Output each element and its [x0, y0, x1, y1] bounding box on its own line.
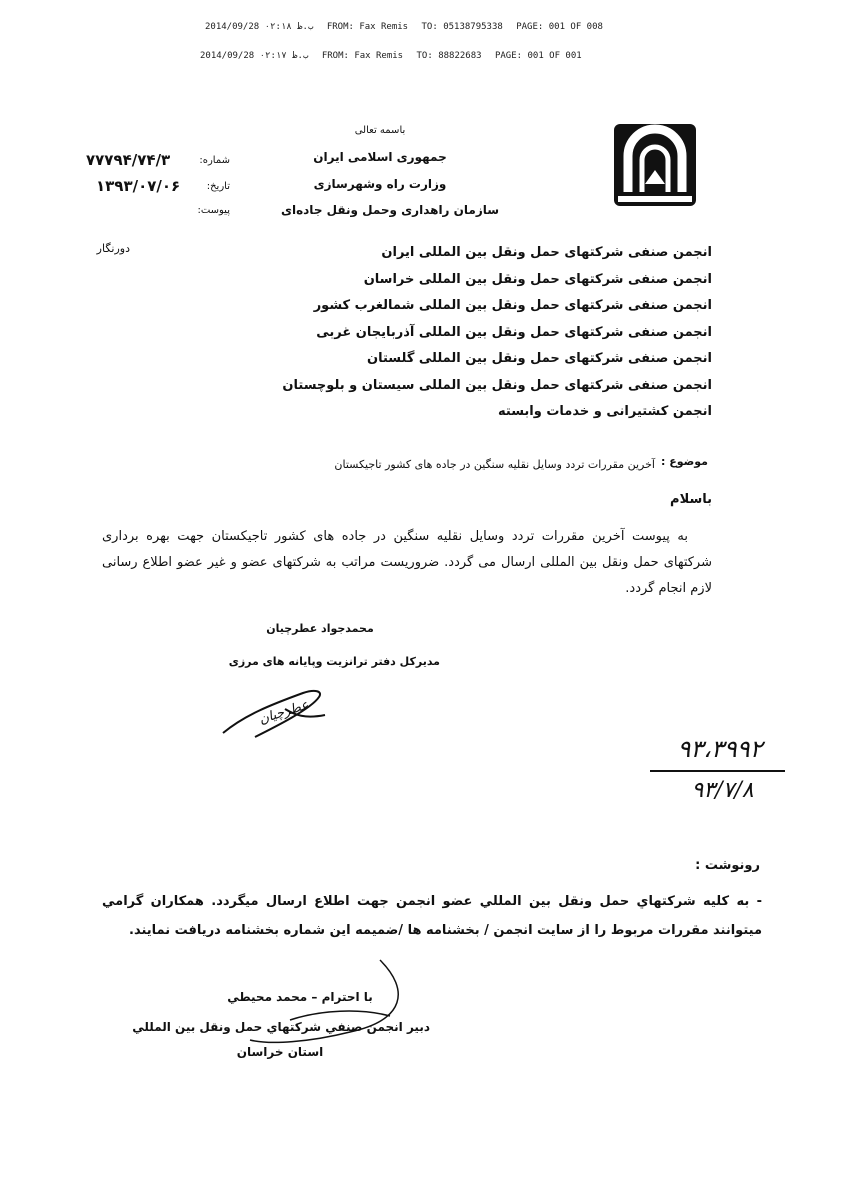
fax-header-line-2	[200, 51, 582, 61]
closing-title: دبير انجمن صنفي شرکتهاي حمل ونقل بين المللي	[132, 1020, 430, 1034]
doornegar-label: دورنگار	[96, 242, 130, 255]
organization-logo-icon	[612, 122, 698, 208]
closing-regards: با احترام – محمد محيطي	[227, 990, 373, 1004]
letterhead-organization: سازمان راهداری وحمل ونقل جاده‌ای	[280, 203, 500, 217]
copy-text: - به کلیه شرکتهاي حمل ونقل بين المللي عضو انجمن جهت اطلاع ارسال ميگردد. همکاران گرامي ميتوانند مقررات مربوط را از سايت انجمن / بخشنامه ها /ضميمه اين شماره بخشنامه دريافت نمايند.	[102, 894, 762, 938]
basmala: باسمه تعالی	[354, 125, 406, 136]
recipient-item: انجمن کشتیرانی و خدمات وابسته	[498, 404, 712, 419]
attachment-label: پیوست:	[197, 205, 230, 216]
date-label: تاریخ:	[206, 181, 230, 192]
fax-from: FROM: Fax Remis	[326, 22, 409, 32]
recipient-item: انجمن صنفی شرکتهای حمل ونقل بین المللی گلستان	[367, 351, 712, 366]
handwritten-underline	[650, 770, 785, 772]
subject-text: آخرین مقررات تردد وسایل نقلیه سنگین در جاده های کشور تاجیکستان	[334, 458, 655, 471]
signature-text: عطرچیان	[257, 697, 311, 728]
copy-label: رونوشت :	[695, 858, 760, 873]
letterhead-ministry: وزارت راه وشهرسازی	[313, 177, 447, 191]
fax-page: PAGE: 001 OF 001	[494, 51, 582, 61]
signatory-name: محمدجواد عطرچیان	[266, 622, 374, 635]
recipient-list	[282, 245, 712, 431]
fax-date: 2014/09/28	[205, 22, 260, 32]
fax-to: TO: 05138795338	[421, 22, 503, 32]
fax-date: 2014/09/28	[200, 51, 255, 61]
letter-number: ۷۷۷۹۴/۷۴/۳	[86, 151, 171, 169]
number-label: شماره:	[199, 155, 230, 166]
recipient-item: انجمن صنفی شرکتهای حمل ونقل بین المللی ایران	[381, 245, 712, 260]
letterhead-country: جمهوری اسلامی ایران	[313, 150, 447, 164]
closing-province: استان خراسان	[236, 1045, 324, 1059]
body-paragraph: به پیوست آخرین مقررات تردد وسایل نقلیه سنگین در جاده های کشور تاجیکستان جهت بهره برداری شرکتهای حمل ونقل بین المللی ارسال می گردد. ضروریست مراتب به شرکتهای عضو و غیر عضو اطلاع رسانی لازم انجام گردد.	[102, 529, 712, 596]
handwritten-reg-number: ۹۳،۳۹۹۲	[677, 735, 763, 763]
signatory-title: مدیرکل دفتر ترانزیت وپایانه های مرزی	[228, 655, 440, 668]
fax-header-line-1	[205, 22, 603, 32]
subject-label: موضوع :	[661, 455, 708, 468]
letter-date: ۱۳۹۳/۰۷/۰۶	[96, 177, 181, 195]
fax-to: TO: 88822683	[416, 51, 482, 61]
fax-time: ب.ظ ۰۲:۱۸	[264, 22, 314, 32]
fax-page: PAGE: 001 OF 008	[516, 22, 603, 32]
recipient-item: انجمن صنفی شرکتهای حمل ونقل بین المللی شمالغرب کشور	[313, 298, 712, 313]
greeting: باسلام	[670, 492, 712, 507]
recipient-item: انجمن صنفی شرکتهای حمل ونقل بین المللی آذربایجان غربی	[316, 324, 712, 340]
fax-time: ب.ظ ۰۲:۱۷	[259, 51, 309, 61]
recipient-item: انجمن صنفی شرکتهای حمل ونقل بین المللی خراسان	[363, 271, 712, 287]
closing-signature-icon	[230, 950, 430, 1060]
handwritten-reg-date: ۹۳/۷/۸	[691, 778, 754, 803]
fax-from: FROM: Fax Remis	[321, 51, 404, 61]
recipient-item: انجمن صنفی شرکتهای حمل ونقل بین المللی سیستان و بلوچستان	[282, 377, 712, 393]
